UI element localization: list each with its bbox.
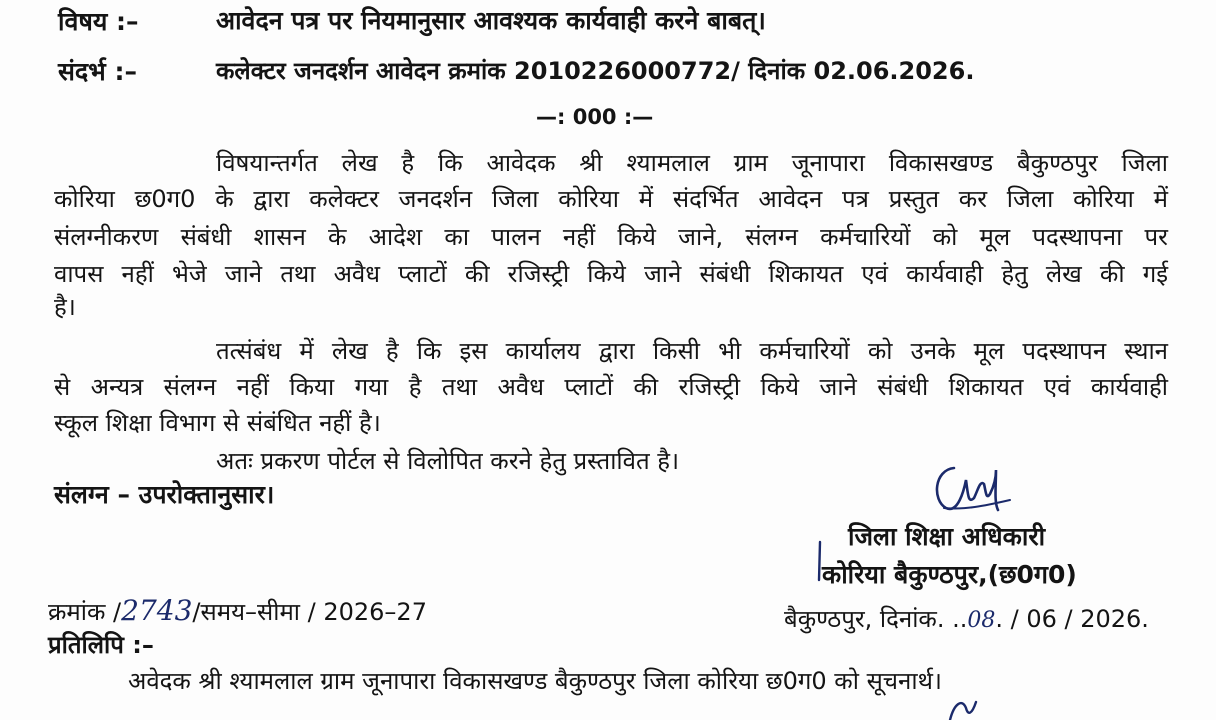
copy-text: अवेदक श्री श्यामलाल ग्राम जूनापारा विकासखण्ड बैकुण्ठपुर जिला कोरिया छ0ग0 को सूचनार्थ। <box>128 667 943 695</box>
reference-label: संदर्भ :– <box>58 57 137 86</box>
para2-line: तत्संबंध में लेख है कि इस कार्यालय द्वारा किसी भी कर्मचारियों को उनके मूल पदस्थापन स्थान <box>216 337 1168 365</box>
bottom-scribble <box>940 694 1000 720</box>
signature-scribble <box>924 450 1014 520</box>
dispatch-number-line <box>48 596 427 627</box>
enclosure: संलग्न – उपरोक्तानुसार। <box>54 480 275 509</box>
number-prefix: क्रमांक / <box>48 598 122 626</box>
copy-label: प्रतिलिपि :– <box>48 631 154 659</box>
pen-mark <box>814 540 826 584</box>
para3: अतः प्रकरण पोर्टल से विलोपित करने हेतु प्रस्तावित है। <box>216 447 680 475</box>
para2-line: स्कूल शिक्षा विभाग से संबंधित नहीं है। <box>54 409 381 437</box>
number-handwritten: 2743 <box>121 594 193 627</box>
dispatch-date-line <box>784 604 1149 636</box>
separator: —: 000 :— <box>536 105 654 129</box>
para2-line: से अन्यत्र संलग्न नहीं किया गया है तथा अवैध प्लाटों की रजिस्ट्री किये जाने संबंधी शिकायत एवं कार्यवाही <box>54 373 1168 401</box>
subject-text: आवेदन पत्र पर नियमानुसार आवश्यक कार्यवाही करने बाबत्। <box>216 6 766 35</box>
para1-line: कोरिया छ0ग0 के द्वारा कलेक्टर जनदर्शन जिला कोरिया में संदर्भित आवेदन पत्र प्रस्तुत कर जिला कोरिया में <box>54 185 1168 213</box>
signature-place: कोरिया बैकुण्ठपुर,(छ0ग0) <box>822 560 1077 589</box>
para1-line: संलग्नीकरण संबंधी शासन के आदेश का पालन नहीं किये जाने, संलग्न कर्मचारियों को मूल पदस्थापना पर <box>54 223 1168 251</box>
signature-title: जिला शिक्षा अधिकारी <box>848 522 1046 551</box>
date-prefix: बैकुण्ठपुर, दिनांक. .. <box>784 605 968 633</box>
date-suffix: . / 06 / 2026. <box>995 605 1149 633</box>
para1-line: है। <box>54 293 76 321</box>
date-handwritten: 08 <box>967 608 996 633</box>
reference-text: कलेक्टर जनदर्शन आवेदन क्रमांक 2010226000772/ दिनांक 02.06.2026. <box>216 57 975 85</box>
subject-label: विषय :– <box>58 7 139 36</box>
number-suffix: /समय–सीमा / 2026–27 <box>192 598 427 626</box>
para1-line: विषयान्तर्गत लेख है कि आवेदक श्री श्यामलाल ग्राम जूनापारा विकासखण्ड बैकुण्ठपुर जिला <box>216 149 1168 177</box>
para1-line: वापस नहीं भेजे जाने तथा अवैध प्लाटों की रजिस्ट्री किये जाने संबंधी शिकायत एवं कार्यवाही हेतु लेख की गई <box>54 260 1168 288</box>
